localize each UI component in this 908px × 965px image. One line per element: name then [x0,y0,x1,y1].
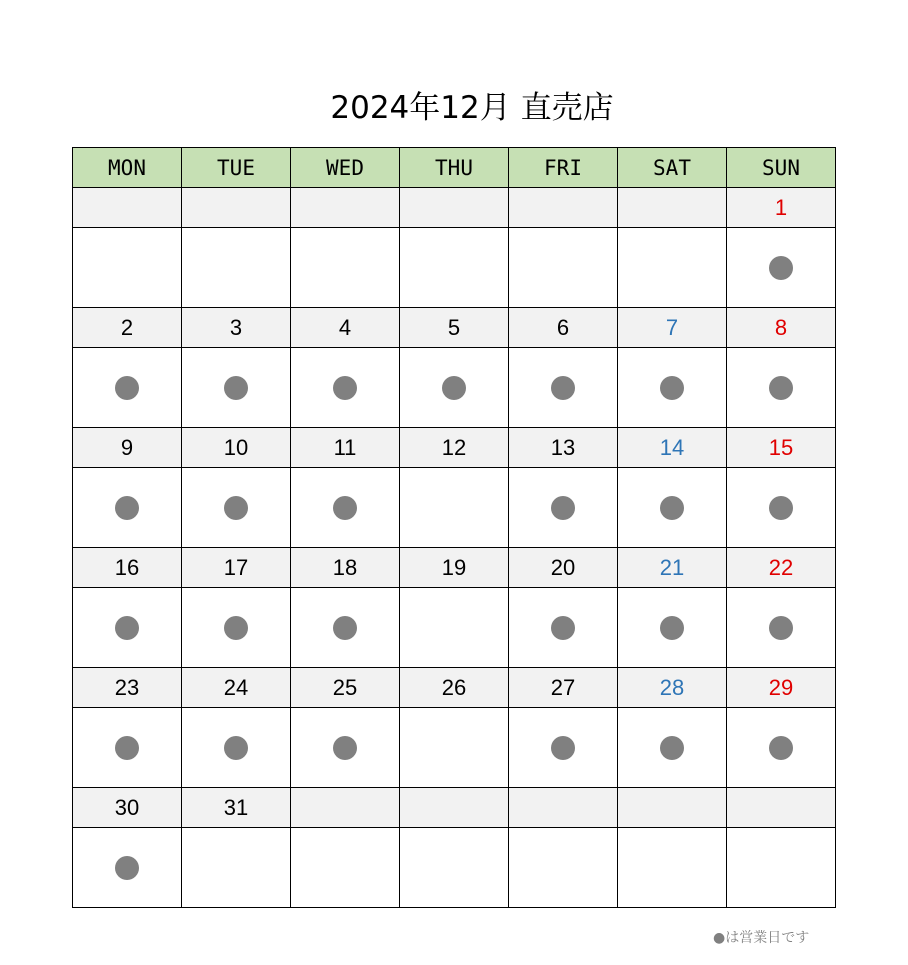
open-day-dot-icon [333,616,357,640]
open-day-cell [618,828,727,908]
date-cell: 31 [182,788,291,828]
date-cell: 30 [73,788,182,828]
open-day-dot-icon [769,256,793,280]
open-day-cell [509,468,618,548]
date-cell [291,788,400,828]
date-cell: 13 [509,428,618,468]
open-day-dot-icon [660,496,684,520]
date-cell: 12 [400,428,509,468]
open-day-dot-icon [551,376,575,400]
open-day-row [73,828,836,908]
open-day-cell [727,708,836,788]
open-day-cell [400,708,509,788]
date-cell: 11 [291,428,400,468]
open-day-cell [182,348,291,428]
open-day-cell [727,468,836,548]
open-day-cell [727,828,836,908]
weekday-fri: FRI [509,148,618,188]
date-row [73,188,836,228]
open-day-dot-icon [115,376,139,400]
open-day-cell [291,228,400,308]
open-day-dot-icon [551,736,575,760]
open-day-row [73,708,836,788]
open-day-dot-icon [769,496,793,520]
open-day-cell [291,588,400,668]
date-cell: 1 [727,188,836,228]
open-day-dot-icon [115,616,139,640]
open-day-cell [73,228,182,308]
weekday-sat: SAT [618,148,727,188]
date-cell: 19 [400,548,509,588]
open-day-cell [291,468,400,548]
date-cell [509,788,618,828]
open-day-cell [73,828,182,908]
date-cell [400,788,509,828]
open-day-cell [618,348,727,428]
date-cell: 17 [182,548,291,588]
open-day-cell [73,468,182,548]
open-day-row [73,588,836,668]
date-cell: 18 [291,548,400,588]
date-row [73,548,836,588]
open-day-cell [182,828,291,908]
open-day-dot-icon [115,856,139,880]
weekday-sun: SUN [727,148,836,188]
open-day-dot-icon [769,616,793,640]
open-day-cell [182,228,291,308]
date-cell: 14 [618,428,727,468]
open-day-dot-icon [333,376,357,400]
date-cell: 7 [618,308,727,348]
calendar-body [73,188,836,908]
date-cell [618,188,727,228]
open-day-dot-icon [769,376,793,400]
date-row [73,308,836,348]
open-day-dot-icon [660,736,684,760]
open-day-cell [400,468,509,548]
open-day-cell [509,348,618,428]
date-cell: 2 [73,308,182,348]
open-day-dot-icon [333,736,357,760]
open-day-dot-icon [551,616,575,640]
date-cell: 25 [291,668,400,708]
open-day-row [73,348,836,428]
date-cell: 22 [727,548,836,588]
date-cell [182,188,291,228]
date-cell [727,788,836,828]
open-day-cell [291,828,400,908]
date-cell [73,188,182,228]
open-day-row [73,468,836,548]
weekday-thu: THU [400,148,509,188]
open-day-cell [618,588,727,668]
open-day-dot-icon [333,496,357,520]
date-cell: 3 [182,308,291,348]
date-row [73,428,836,468]
date-cell: 9 [73,428,182,468]
weekday-header-row [73,148,836,188]
open-day-cell [182,708,291,788]
open-day-cell [182,468,291,548]
open-day-dot-icon [115,496,139,520]
open-day-cell [400,228,509,308]
date-cell: 23 [73,668,182,708]
open-day-cell [618,708,727,788]
date-cell: 27 [509,668,618,708]
open-day-cell [400,828,509,908]
open-day-cell [400,348,509,428]
open-day-cell [727,228,836,308]
legend-note: ●は営業日です [713,930,810,946]
open-day-dot-icon [442,376,466,400]
date-cell: 24 [182,668,291,708]
date-cell: 28 [618,668,727,708]
open-day-cell [727,348,836,428]
open-day-cell [73,348,182,428]
date-cell: 8 [727,308,836,348]
open-day-cell [509,828,618,908]
date-cell [400,188,509,228]
open-day-cell [727,588,836,668]
open-day-dot-icon [224,736,248,760]
open-day-cell [509,228,618,308]
open-day-dot-icon [224,376,248,400]
open-day-cell [291,348,400,428]
calendar-grid [72,147,836,908]
open-day-dot-icon [551,496,575,520]
date-row [73,788,836,828]
open-day-cell [509,708,618,788]
open-day-dot-icon [224,496,248,520]
open-day-cell [291,708,400,788]
date-cell: 5 [400,308,509,348]
weekday-mon: MON [73,148,182,188]
date-cell: 15 [727,428,836,468]
open-day-dot-icon [115,736,139,760]
open-day-dot-icon [769,736,793,760]
date-cell: 21 [618,548,727,588]
date-cell [618,788,727,828]
date-cell [291,188,400,228]
open-day-cell [73,588,182,668]
date-cell: 26 [400,668,509,708]
date-row [73,668,836,708]
open-day-dot-icon [660,376,684,400]
open-day-dot-icon [224,616,248,640]
weekday-wed: WED [291,148,400,188]
date-cell: 6 [509,308,618,348]
date-cell: 16 [73,548,182,588]
calendar-title: 2024年12月 直売店 [330,90,614,126]
open-day-cell [618,468,727,548]
open-day-cell [182,588,291,668]
open-day-cell [400,588,509,668]
open-day-row [73,228,836,308]
open-day-cell [73,708,182,788]
date-cell: 10 [182,428,291,468]
weekday-tue: TUE [182,148,291,188]
open-day-dot-icon [660,616,684,640]
open-day-cell [509,588,618,668]
date-cell: 29 [727,668,836,708]
date-cell [509,188,618,228]
open-day-cell [618,228,727,308]
date-cell: 20 [509,548,618,588]
date-cell: 4 [291,308,400,348]
